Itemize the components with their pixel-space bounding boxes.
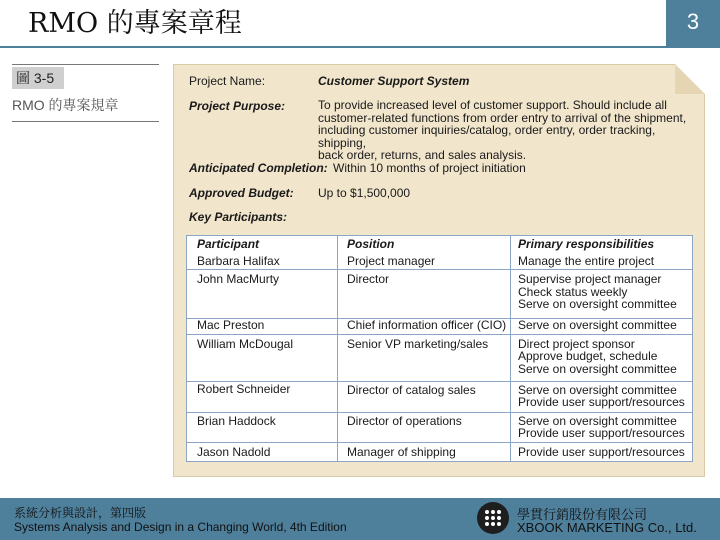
page-fold-corner — [675, 64, 705, 94]
purpose-line: To provide increased level of customer support. Should include all — [318, 98, 667, 112]
row-divider — [187, 269, 692, 270]
project-purpose-label: Project Purpose: — [189, 99, 286, 113]
responsibility: Serve on oversight committee — [518, 318, 677, 332]
responsibility: Manage the entire project — [518, 254, 655, 268]
publisher-name-en: XBOOK MARKETING Co., Ltd. — [517, 520, 697, 535]
participant-name: John MacMurty — [197, 272, 280, 286]
row-divider — [187, 334, 692, 335]
responsibility: Serve on oversight committee — [518, 383, 677, 397]
responsibility: Approve budget, schedule — [518, 349, 658, 363]
participants-table — [186, 235, 693, 462]
participants-label: Key Participants: — [189, 210, 288, 224]
figure-label — [12, 64, 159, 122]
row-divider — [187, 412, 692, 413]
completion-label: Anticipated Completion: — [189, 161, 328, 175]
participant-name: William McDougal — [197, 337, 294, 351]
responsibility: Provide user support/resources — [518, 445, 685, 459]
slide-number: 3 — [686, 9, 700, 34]
participant-name: Mac Preston — [197, 318, 265, 332]
participant-position: Manager of shipping — [347, 445, 456, 459]
participant-name: Barbara Halifax — [197, 254, 280, 268]
responsibility: Serve on oversight committee — [518, 362, 677, 376]
publisher-name-zh: 學貫行銷股份有限公司 — [517, 508, 648, 523]
responsibility: Serve on oversight committee — [518, 297, 677, 311]
completion-value: Within 10 months of project initiation — [333, 161, 526, 175]
responsibility: Serve on oversight committee — [518, 414, 677, 428]
slide-title: RMO 的專案章程 — [0, 0, 666, 48]
figure-caption: RMO 的專案規章 — [12, 97, 119, 113]
purpose-line: customer-related functions from order entry to arrival of the shipment, — [318, 110, 687, 125]
participant-position: Director — [347, 272, 390, 286]
project-name-label: Project Name: — [189, 74, 266, 88]
figure-number: 圖 3-5 — [12, 67, 64, 89]
slide-header — [0, 0, 720, 48]
book-title-en: Systems Analysis and Design in a Changing World, 4th Edition — [14, 520, 347, 534]
responsibility: Direct project sponsor — [518, 337, 635, 351]
logo-dots-icon — [477, 502, 509, 534]
header-position: Position — [347, 237, 395, 251]
participant-name: Jason Nadold — [197, 445, 271, 459]
book-title-zh: 系統分析與設計，第四版 — [14, 506, 147, 520]
participant-name: Brian Haddock — [197, 414, 276, 428]
row-divider — [187, 442, 692, 443]
responsibility: Supervise project manager — [518, 272, 662, 286]
purpose-line: including customer inquiries/catalog, order entry, order tracking, shipping, — [318, 123, 656, 150]
header-responsibilities: Primary responsibilities — [518, 237, 655, 251]
responsibility: Provide user support/resources — [518, 395, 685, 409]
project-name-value: Customer Support System — [318, 74, 470, 88]
participant-position: Director of operations — [347, 414, 462, 428]
participant-position: Senior VP marketing/sales — [347, 337, 489, 351]
responsibility: Provide user support/resources — [518, 426, 685, 440]
budget-label: Approved Budget: — [189, 186, 294, 200]
header-participant: Participant — [197, 237, 260, 251]
budget-value: Up to $1,500,000 — [318, 186, 411, 200]
purpose-line: back order, returns, and sales analysis. — [318, 148, 527, 162]
participant-position: Chief information officer (CIO) — [347, 318, 507, 332]
participant-position: Project manager — [347, 254, 436, 268]
participant-position: Director of catalog sales — [347, 383, 476, 397]
publisher-logo-icon — [477, 502, 509, 534]
responsibility: Check status weekly — [518, 285, 628, 299]
slide-footer — [0, 498, 720, 540]
project-purpose-value — [318, 99, 698, 162]
participant-name: Robert Schneider — [197, 382, 291, 396]
